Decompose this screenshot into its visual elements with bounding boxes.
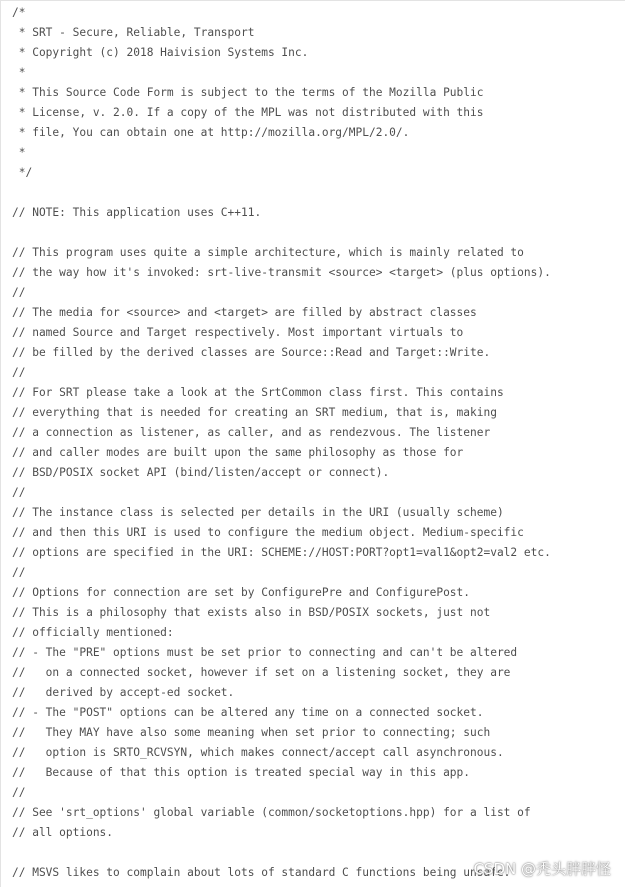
code-line: // This program uses quite a simple architecture, which is mainly related to <box>12 246 524 259</box>
code-line: * file, You can obtain one at http://mozilla.org/MPL/2.0/. <box>12 126 410 139</box>
code-line: // <box>12 486 26 499</box>
code-line: // They MAY have also some meaning when set prior to connecting; such <box>12 726 491 739</box>
code-line <box>12 183 551 203</box>
watermark-text: CSDN @秃头胖胖怪 <box>473 860 611 878</box>
code-line: * License, v. 2.0. If a copy of the MPL was not distributed with this <box>12 106 484 119</box>
code-line: // The instance class is selected per details in the URI (usually scheme) <box>12 506 504 519</box>
code-line: // derived by accept-ed socket. <box>12 686 235 699</box>
code-line: // The media for <source> and <target> are filled by abstract classes <box>12 306 477 319</box>
code-line: /* <box>12 6 26 19</box>
code-line: */ <box>12 166 33 179</box>
code-line: // See 'srt_options' global variable (common/socketoptions.hpp) for a list of <box>12 806 531 819</box>
code-line: // officially mentioned: <box>12 626 174 639</box>
code-line: // the way how it's invoked: srt-live-transmit <source> <target> (plus options). <box>12 266 551 279</box>
code-line: // all options. <box>12 826 114 839</box>
code-line: // Options for connection are set by ConfigurePre and ConfigurePost. <box>12 586 471 599</box>
code-line: // - The "PRE" options must be set prior to connecting and can't be altered <box>12 646 518 659</box>
code-line: // <box>12 286 26 299</box>
code-line: // and then this URI is used to configure the medium object. Medium-specific <box>12 526 524 539</box>
code-line: * <box>12 146 26 159</box>
code-line: // MSVS likes to complain about lots of standard C functions being unsafe. <box>12 866 511 879</box>
code-line: // This is a philosophy that exists also in BSD/POSIX sockets, just not <box>12 606 491 619</box>
code-line: * Copyright (c) 2018 Haivision Systems Inc. <box>12 46 309 59</box>
code-line: // For SRT please take a look at the SrtCommon class first. This contains <box>12 386 504 399</box>
code-line: * SRT - Secure, Reliable, Transport <box>12 26 255 39</box>
code-line: // NOTE: This application uses C++11. <box>12 206 262 219</box>
code-line <box>12 223 551 243</box>
code-line: // option is SRTO_RCVSYN, which makes connect/accept call asynchronous. <box>12 746 504 759</box>
code-line: * <box>12 66 26 79</box>
code-line: // everything that is needed for creating an SRT medium, that is, making <box>12 406 497 419</box>
code-line: // <box>12 786 26 799</box>
code-line: // - The "POST" options can be altered any time on a connected socket. <box>12 706 484 719</box>
code-line: // a connection as listener, as caller, and as rendezvous. The listener <box>12 426 491 439</box>
code-line: // and caller modes are built upon the same philosophy as those for <box>12 446 464 459</box>
code-line: // Because of that this option is treated special way in this app. <box>12 766 471 779</box>
code-line: // <box>12 566 26 579</box>
code-line: // BSD/POSIX socket API (bind/listen/accept or connect). <box>12 466 390 479</box>
code-line: // <box>12 366 26 379</box>
code-line <box>12 843 551 863</box>
code-lines <box>12 3 551 883</box>
code-line: // options are specified in the URI: SCHEME://HOST:PORT?opt1=val1&opt2=val2 etc. <box>12 546 551 559</box>
code-line: // be filled by the derived classes are Source::Read and Target::Write. <box>12 346 491 359</box>
code-line: // named Source and Target respectively. Most important virtuals to <box>12 326 464 339</box>
code-line: // on a connected socket, however if set on a listening socket, they are <box>12 666 511 679</box>
code-line: * This Source Code Form is subject to the terms of the Mozilla Public <box>12 86 484 99</box>
